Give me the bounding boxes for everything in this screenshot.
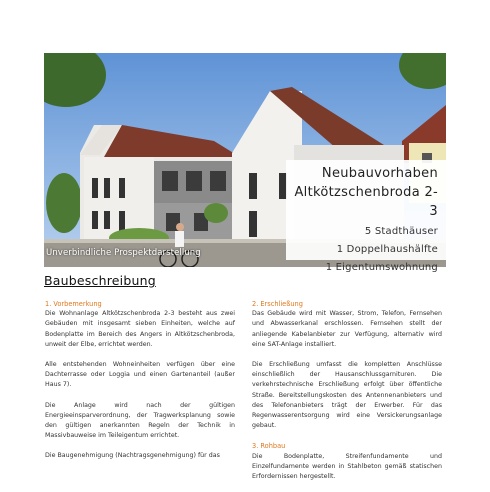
- paragraph: Die Erschließung umfasst die kompletten Anschlüsse einschließlich der Hausanschlussgarnituren. Die verkehrstechnische Erschließung erfolgt über öffentliche Straße. Bereitstellungskosten des Antennenanbieters und des Telefonanbieters trägt der Erwerber. Für das Regenwasserentsorgung wird eine Versickerungsanlage gebaut.: [252, 361, 442, 430]
- subheading-preliminary: 1. Vorbemerkung: [45, 300, 102, 308]
- unit-count-apartment: 1 Eigentumswohnung: [325, 262, 438, 273]
- right-column: [252, 299, 442, 492]
- project-title: Neubauvorhaben: [321, 166, 438, 181]
- paragraph: Die Bodenplatte, Streifenfundamente und Einzelfundamente werden in Stahlbeton gemäß statischen Erfordernissen hergestellt.: [252, 452, 442, 481]
- project-info-box: [286, 160, 446, 273]
- paragraph: Die Wohnanlage Altkötzschenbroda 2-3 besteht aus zwei Gebäuden mit insgesamt sieben Einheiten, welche auf Bodenplatte im Bereich des Angers in Altkötzschenbroda, unweit der Elbe, errichtet werden.: [45, 310, 235, 348]
- subheading-shell: 3. Rohbau: [252, 442, 286, 451]
- section-heading: Baubeschreibung: [44, 273, 156, 288]
- unit-count-townhouses: 5 Stadthäuser: [364, 226, 438, 237]
- subheading-development: 2. Erschließung: [252, 300, 303, 308]
- paragraph: Alle entstehenden Wohneinheiten verfügen über eine Dachterrasse oder Loggia und einen Gartenanteil (außer Haus 7).: [45, 361, 235, 389]
- unit-count-semi-detached: 1 Doppelhaushälfte: [336, 244, 438, 255]
- image-caption: Unverbindliche Prospektdarstellung: [46, 248, 201, 258]
- paragraph: Das Gebäude wird mit Wasser, Strom, Telefon, Fernsehen und Abwasserkanal erschlossen. Fernsehen stellt der anliegende Kabelanbieter zur Verfügung, alternativ wird eine SAT-Anlage installiert.: [252, 310, 442, 348]
- left-column: [45, 299, 235, 472]
- paragraph: Die Anlage wird nach der gültigen Energieeinsparverordnung, der Tragwerksplanung sowie den gültigen anerkannten Regeln der Technik in Massivbauweise im Teileigentum errichtet.: [45, 401, 235, 440]
- project-address: Altkötzschenbroda 2-3: [294, 185, 438, 219]
- paragraph: Die Baugenehmigung (Nachtragsgenehmigung) für das: [45, 452, 220, 460]
